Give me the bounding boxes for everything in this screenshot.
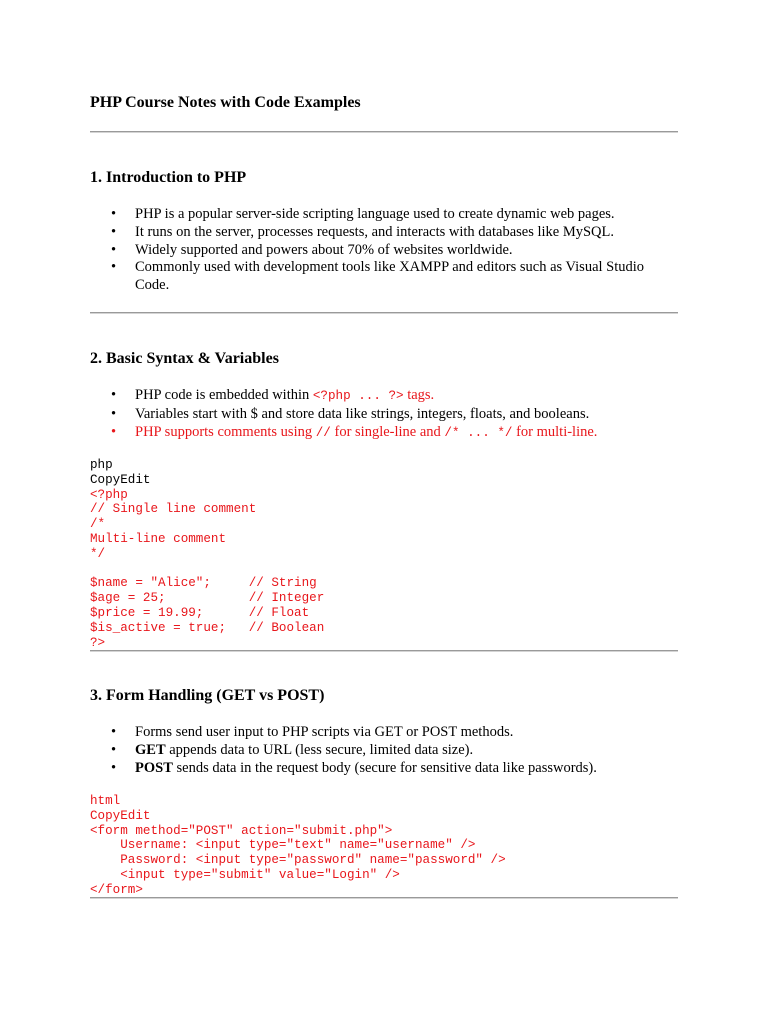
inline-code: // — [315, 425, 331, 440]
copy-edit-label[interactable]: CopyEdit — [90, 472, 151, 487]
bullet-icon: • — [111, 405, 117, 422]
code-line: $price = 19.99; // Float — [90, 605, 310, 620]
list-item-text: Forms send user input to PHP scripts via GET or POST methods. — [135, 724, 514, 740]
list-item — [90, 424, 678, 443]
code-line: </form> — [90, 882, 143, 897]
bullet-icon: • — [111, 387, 117, 403]
syntax-bullet-list — [90, 387, 678, 442]
list-item — [90, 724, 678, 742]
list-item-text-tail: tags. — [403, 387, 435, 403]
list-item-text: appends data to URL (less secure, limited data size). — [165, 741, 474, 758]
list-item — [90, 387, 678, 406]
bullet-icon: • — [111, 759, 117, 776]
section-heading-basic-syntax: 2. Basic Syntax & Variables — [90, 350, 279, 367]
horizontal-rule — [90, 897, 678, 899]
introduction-bullet-list — [90, 206, 678, 295]
bullet-icon: • — [111, 741, 117, 758]
list-item — [90, 406, 678, 424]
inline-code: /* ... */ — [444, 425, 513, 440]
code-language-label: html — [90, 794, 121, 808]
copy-edit-label[interactable]: CopyEdit — [90, 808, 151, 823]
code-language-label: php — [90, 458, 113, 472]
list-item — [90, 760, 678, 778]
bullet-icon: • — [111, 724, 117, 740]
list-item-text: sends data in the request body (secure for sensitive data like passwords). — [172, 759, 597, 776]
code-line: Password: <input type="password" name="password" /> — [90, 853, 506, 868]
list-item-text: PHP supports comments using — [135, 423, 316, 440]
php-code-block — [90, 458, 324, 650]
code-line: $name = "Alice"; // String — [90, 576, 317, 591]
list-item-text-mid: for single-line and — [330, 423, 445, 440]
code-line: */ — [90, 546, 106, 561]
list-item-text: It runs on the server, processes requests, and interacts with databases like MySQL. — [135, 223, 615, 240]
code-line — [90, 562, 324, 577]
bold-term: POST — [135, 759, 173, 776]
list-item — [90, 259, 678, 295]
bold-term: GET — [135, 741, 166, 758]
bullet-icon: • — [111, 423, 117, 440]
horizontal-rule — [90, 312, 678, 314]
horizontal-rule — [90, 650, 678, 652]
code-line: ?> — [90, 635, 106, 650]
code-line: <?php — [90, 487, 128, 502]
section-heading-introduction: 1. Introduction to PHP — [90, 169, 247, 186]
list-item-text-tail: for multi-line. — [512, 423, 598, 440]
list-item-text: PHP is a popular server-side scripting language used to create dynamic web pages. — [135, 206, 615, 222]
code-line: Username: <input type="text" name="username" /> — [90, 838, 476, 853]
list-item — [90, 742, 678, 760]
list-item-text: Widely supported and powers about 70% of websites worldwide. — [135, 241, 513, 258]
list-item-text: Commonly used with development tools like XAMPP and editors such as Visual Studio Code. — [135, 259, 645, 294]
document-title: PHP Course Notes with Code Examples — [90, 94, 361, 111]
code-line: // Single line comment — [90, 502, 257, 517]
list-item-text: PHP code is embedded within — [135, 387, 313, 403]
code-line: <form method="POST" action="submit.php"> — [90, 823, 393, 838]
list-item — [90, 242, 678, 260]
bullet-icon: • — [111, 241, 117, 258]
list-item — [90, 206, 678, 224]
html-code-block — [90, 794, 506, 898]
inline-code: <?php ... ?> — [312, 389, 404, 403]
code-line: $is_active = true; // Boolean — [90, 620, 325, 635]
bullet-icon: • — [111, 259, 117, 276]
horizontal-rule — [90, 131, 678, 133]
code-line: $age = 25; // Integer — [90, 591, 325, 606]
list-item-text: Variables start with $ and store data like strings, integers, floats, and booleans. — [135, 405, 590, 422]
form-handling-bullet-list — [90, 724, 678, 777]
bullet-icon: • — [111, 206, 117, 222]
bullet-icon: • — [111, 223, 117, 240]
code-line: /* — [90, 517, 106, 532]
section-heading-form-handling: 3. Form Handling (GET vs POST) — [90, 687, 325, 704]
code-line: <input type="submit" value="Login" /> — [90, 867, 400, 882]
list-item — [90, 224, 678, 242]
code-line: Multi-line comment — [90, 531, 227, 546]
